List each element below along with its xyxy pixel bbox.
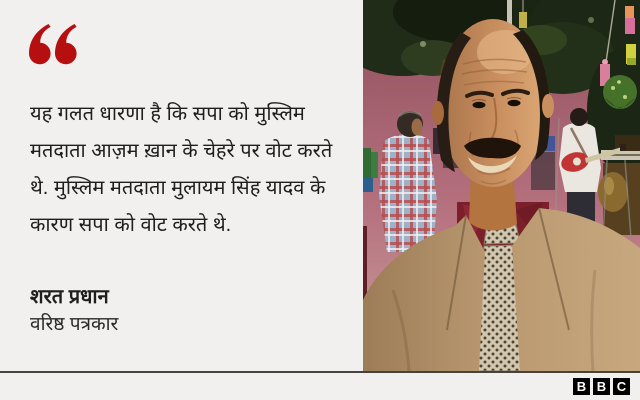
- bbc-logo-letter-b1: B: [573, 378, 590, 395]
- bbc-logo-letter-c: C: [613, 378, 630, 395]
- quote-text: यह गलत धारणा है कि सपा को मुस्लिम मतदाता आज़म ख़ान के चेहरे पर वोट करते थे. मुस्लिम मतदाता मुलायम सिंह यादव के कारण सपा को वोट करते थे.: [30, 103, 333, 236]
- footer-bar: [0, 373, 640, 400]
- open-quote-icon: [27, 22, 79, 72]
- portrait-photo: [363, 0, 640, 371]
- attribution-role: वरिष्ठ पत्रकार: [30, 314, 119, 335]
- attribution: [30, 284, 118, 338]
- attribution-name: शरत प्रधान: [30, 286, 109, 308]
- bbc-logo-letter-b2: B: [593, 378, 610, 395]
